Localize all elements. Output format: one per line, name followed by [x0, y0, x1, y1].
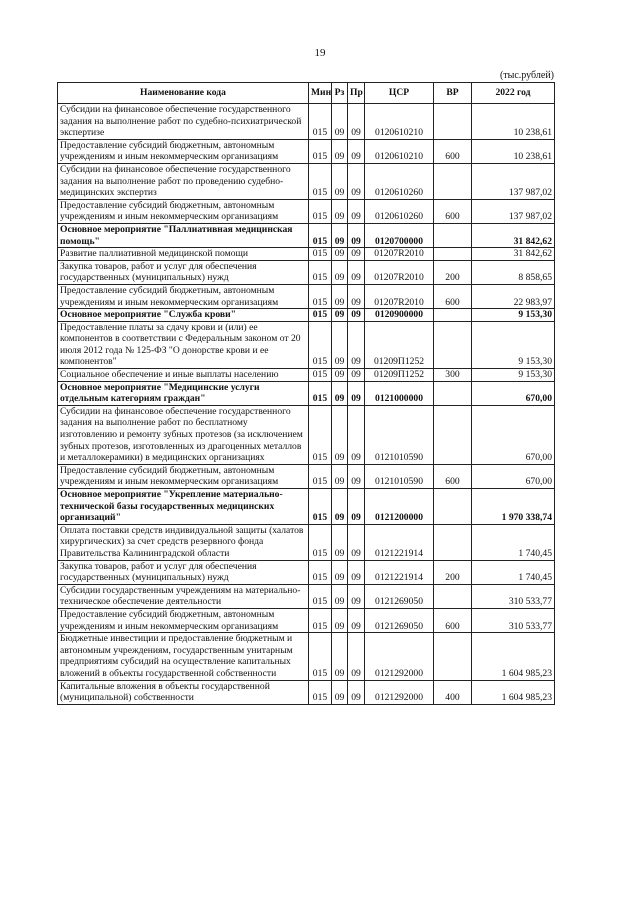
row-amount: 137 987,02: [472, 163, 555, 199]
row-amount: 310 533,77: [472, 584, 555, 608]
row-pr: 09: [348, 560, 365, 584]
row-name: Закупка товаров, работ и услуг для обеспечения государственных (муниципальных) нужд: [58, 260, 309, 284]
row-pr: 09: [348, 284, 365, 308]
row-amount: 310 533,77: [472, 608, 555, 632]
row-rz: 09: [332, 608, 348, 632]
row-min: 015: [309, 139, 332, 163]
row-rz: 09: [332, 223, 348, 247]
row-min: 015: [309, 284, 332, 308]
row-name: Основное мероприятие "Укрепление материально-технической базы государственных медицинских организаций": [58, 489, 309, 525]
row-vr: [434, 584, 472, 608]
row-pr: 09: [348, 260, 365, 284]
row-min: 015: [309, 524, 332, 560]
row-pr: 09: [348, 104, 365, 140]
row-pr: 09: [348, 163, 365, 199]
row-amount: 1 740,45: [472, 560, 555, 584]
header-name: Наименование кода: [58, 83, 309, 104]
row-name: Предоставление субсидий бюджетным, автономным учреждениям и иным некоммерческим организациям: [58, 199, 309, 223]
row-vr: 600: [434, 464, 472, 488]
row-amount: 22 983,97: [472, 284, 555, 308]
row-rz: 09: [332, 163, 348, 199]
row-name: Предоставление субсидий бюджетным, автономным учреждениям и иным некоммерческим организациям: [58, 284, 309, 308]
row-rz: 09: [332, 464, 348, 488]
row-amount: 9 153,30: [472, 321, 555, 368]
row-name: Основное мероприятие "Служба крови": [58, 309, 309, 322]
row-csr: 0121221914: [365, 560, 434, 584]
table-row: [58, 560, 555, 584]
row-rz: 09: [332, 489, 348, 525]
row-pr: 09: [348, 633, 365, 680]
row-name: Основное мероприятие "Медицинские услуги отдельным категориям граждан": [58, 381, 309, 405]
row-name: Предоставление платы за сдачу крови и (или) ее компонентов в соответствии с Федеральным законом от 20 июля 2012 года № 125-ФЗ "О донорстве крови и ее компонентов": [58, 321, 309, 368]
row-min: 015: [309, 309, 332, 322]
row-pr: 09: [348, 489, 365, 525]
row-amount: 1 604 985,23: [472, 680, 555, 704]
row-amount: 9 153,30: [472, 309, 555, 322]
row-pr: 09: [348, 248, 365, 261]
row-rz: 09: [332, 633, 348, 680]
header-csr: ЦСР: [365, 83, 434, 104]
row-csr: 0120610210: [365, 139, 434, 163]
row-csr: 01207R2010: [365, 260, 434, 284]
row-csr: 01207R2010: [365, 248, 434, 261]
row-csr: 01209П1252: [365, 369, 434, 382]
row-min: 015: [309, 369, 332, 382]
header-vr: ВР: [434, 83, 472, 104]
row-pr: 09: [348, 321, 365, 368]
row-rz: 09: [332, 199, 348, 223]
row-csr: 0121292000: [365, 680, 434, 704]
row-amount: 31 842,62: [472, 223, 555, 247]
row-min: 015: [309, 560, 332, 584]
row-name: Предоставление субсидий бюджетным, автономным учреждениям и иным некоммерческим организациям: [58, 139, 309, 163]
row-csr: 0121200000: [365, 489, 434, 525]
row-pr: 09: [348, 405, 365, 464]
row-amount: 8 858,65: [472, 260, 555, 284]
row-min: 015: [309, 381, 332, 405]
table-row: [58, 321, 555, 368]
row-csr: 0121010590: [365, 405, 434, 464]
row-rz: 09: [332, 524, 348, 560]
row-name: Предоставление субсидий бюджетным, автономным учреждениям и иным некоммерческим организациям: [58, 464, 309, 488]
row-name: Субсидии на финансовое обеспечение государственного задания на выполнение работ по проведению судебно-медицинских экспертиз: [58, 163, 309, 199]
row-name: Предоставление субсидий бюджетным, автономным учреждениям и иным некоммерческим организациям: [58, 608, 309, 632]
row-vr: 200: [434, 560, 472, 584]
header-pr: Пр: [348, 83, 365, 104]
row-min: 015: [309, 260, 332, 284]
table-row: [58, 309, 555, 322]
table-row: [58, 163, 555, 199]
row-pr: 09: [348, 464, 365, 488]
row-vr: 400: [434, 680, 472, 704]
table-row: [58, 199, 555, 223]
page-number: 19: [314, 47, 326, 59]
row-name: Оплата поставки средств индивидуальной защиты (халатов хирургических) за счет средств резервного фонда Правительства Калининградской области: [58, 524, 309, 560]
row-pr: 09: [348, 139, 365, 163]
row-name: Развитие паллиативной медицинской помощи: [58, 248, 309, 261]
row-rz: 09: [332, 284, 348, 308]
row-name: Субсидии на финансовое обеспечение государственного задания на выполнение работ по судебно-психиатрической экспертизе: [58, 104, 309, 140]
row-vr: 600: [434, 139, 472, 163]
table-row: [58, 139, 555, 163]
table-row: [58, 284, 555, 308]
header-min: Мин: [309, 83, 332, 104]
row-amount: 137 987,02: [472, 199, 555, 223]
row-pr: 09: [348, 381, 365, 405]
row-csr: 01209П1252: [365, 321, 434, 368]
table-row: [58, 369, 555, 382]
row-amount: 31 842,62: [472, 248, 555, 261]
row-rz: 09: [332, 139, 348, 163]
row-vr: [434, 633, 472, 680]
table-body: [58, 104, 555, 705]
row-min: 015: [309, 248, 332, 261]
row-csr: 0121000000: [365, 381, 434, 405]
header-rz: Рз: [332, 83, 348, 104]
row-name: Субсидии на финансовое обеспечение государственного задания на выполнение работ по бесплатному изготовлению и ремонту зубных протезов (за исключением зубных протезов, изготовленных из драгоценных металлов и металлокерамики) в медицинских организациях: [58, 405, 309, 464]
row-vr: [434, 223, 472, 247]
row-vr: [434, 163, 472, 199]
row-rz: 09: [332, 309, 348, 322]
row-amount: 10 238,61: [472, 139, 555, 163]
table-row: [58, 584, 555, 608]
row-min: 015: [309, 584, 332, 608]
row-csr: 0121292000: [365, 633, 434, 680]
row-rz: 09: [332, 104, 348, 140]
row-vr: [434, 405, 472, 464]
row-min: 015: [309, 163, 332, 199]
row-name: Социальное обеспечение и иные выплаты населению: [58, 369, 309, 382]
row-rz: 09: [332, 405, 348, 464]
row-vr: 600: [434, 284, 472, 308]
row-vr: [434, 104, 472, 140]
row-csr: 0121010590: [365, 464, 434, 488]
row-rz: 09: [332, 680, 348, 704]
table-row: [58, 104, 555, 140]
header-year: 2022 год: [472, 83, 555, 104]
row-min: 015: [309, 104, 332, 140]
row-vr: [434, 524, 472, 560]
row-csr: 0120610260: [365, 163, 434, 199]
row-csr: 0121221914: [365, 524, 434, 560]
row-rz: 09: [332, 321, 348, 368]
row-amount: 670,00: [472, 464, 555, 488]
row-vr: 200: [434, 260, 472, 284]
table-row: [58, 248, 555, 261]
row-csr: 0120610210: [365, 104, 434, 140]
row-pr: 09: [348, 369, 365, 382]
row-amount: 1 970 338,74: [472, 489, 555, 525]
row-name: Закупка товаров, работ и услуг для обеспечения государственных (муниципальных) нужд: [58, 560, 309, 584]
row-amount: 1 740,45: [472, 524, 555, 560]
row-min: 015: [309, 464, 332, 488]
row-pr: 09: [348, 309, 365, 322]
row-pr: 09: [348, 524, 365, 560]
row-pr: 09: [348, 584, 365, 608]
row-min: 015: [309, 199, 332, 223]
row-amount: 670,00: [472, 405, 555, 464]
row-vr: [434, 321, 472, 368]
row-amount: 9 153,30: [472, 369, 555, 382]
row-min: 015: [309, 633, 332, 680]
row-amount: 10 238,61: [472, 104, 555, 140]
table-row: [58, 633, 555, 680]
row-name: Капитальные вложения в объекты государственной (муниципальной) собственности: [58, 680, 309, 704]
table-row: [58, 260, 555, 284]
row-vr: [434, 381, 472, 405]
row-min: 015: [309, 489, 332, 525]
table-row: [58, 223, 555, 247]
row-name: Основное мероприятие "Паллиативная медицинская помощь": [58, 223, 309, 247]
row-vr: 600: [434, 199, 472, 223]
row-rz: 09: [332, 248, 348, 261]
row-csr: 0120610260: [365, 199, 434, 223]
row-pr: 09: [348, 680, 365, 704]
row-rz: 09: [332, 560, 348, 584]
row-pr: 09: [348, 223, 365, 247]
row-amount: 1 604 985,23: [472, 633, 555, 680]
row-rz: 09: [332, 584, 348, 608]
row-vr: 300: [434, 369, 472, 382]
row-rz: 09: [332, 369, 348, 382]
row-name: Бюджетные инвестиции и предоставление бюджетным и автономным учреждениям, государственным унитарным предприятиям субсидий на осуществление капитальных вложений в объекты государственной собственности: [58, 633, 309, 680]
row-name: Субсидии государственным учреждениям на материально-техническое обеспечение деятельности: [58, 584, 309, 608]
row-csr: 0120700000: [365, 223, 434, 247]
row-amount: 670,00: [472, 381, 555, 405]
row-min: 015: [309, 608, 332, 632]
row-min: 015: [309, 321, 332, 368]
table-row: [58, 464, 555, 488]
row-min: 015: [309, 680, 332, 704]
row-csr: 01207R2010: [365, 284, 434, 308]
table-row: [58, 608, 555, 632]
row-csr: 0121269050: [365, 608, 434, 632]
row-vr: 600: [434, 608, 472, 632]
units-label: (тыс.рублей): [499, 70, 554, 81]
table-row: [58, 381, 555, 405]
table-row: [58, 489, 555, 525]
row-csr: 0120900000: [365, 309, 434, 322]
row-vr: [434, 248, 472, 261]
table-row: [58, 524, 555, 560]
budget-table: [57, 82, 555, 705]
row-csr: 0121269050: [365, 584, 434, 608]
row-min: 015: [309, 223, 332, 247]
table-row: [58, 405, 555, 464]
row-rz: 09: [332, 381, 348, 405]
table-row: [58, 680, 555, 704]
row-rz: 09: [332, 260, 348, 284]
table-header-row: [58, 83, 555, 104]
row-pr: 09: [348, 608, 365, 632]
row-vr: [434, 309, 472, 322]
row-vr: [434, 489, 472, 525]
row-min: 015: [309, 405, 332, 464]
row-pr: 09: [348, 199, 365, 223]
